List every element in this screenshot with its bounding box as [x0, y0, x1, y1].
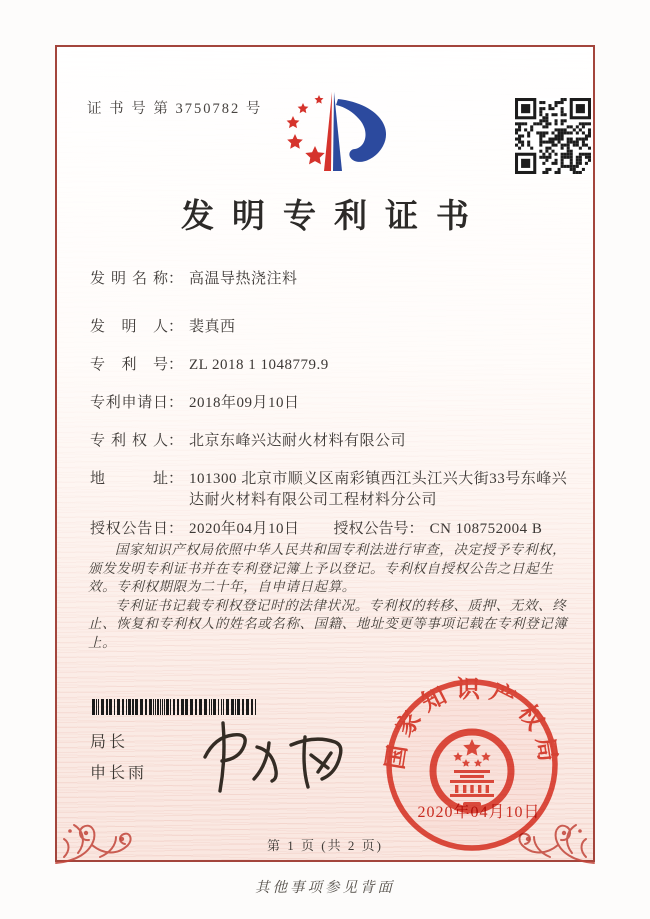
field-label: 授权公告日	[90, 521, 168, 537]
field-row-invention-name	[90, 269, 568, 290]
legal-paragraph: 专利证书记载专利权登记时的法律状况。专利权的转移、质押、无效、终止、恢复和专利权人的姓名或名称、国籍、地址变更等事项记载在专利登记簿上。	[88, 597, 568, 650]
field-value: 裴真西	[189, 319, 236, 335]
field-label: 专利号	[90, 357, 168, 373]
certificate-fields	[90, 269, 568, 557]
page-indicator: 第 1 页 (共 2 页)	[267, 838, 383, 853]
seal-date: 2020年04月10日	[417, 804, 541, 821]
official-seal	[382, 675, 562, 855]
certificate-number: 证 书 号 第 3750782 号	[87, 101, 263, 117]
field-colon: ：	[168, 319, 184, 335]
field-label: 授权公告号	[333, 521, 409, 537]
field-value: 2018年09月10日	[189, 395, 300, 411]
field-colon: ：	[168, 357, 184, 373]
field-value: ZL 2018 1 1048779.9	[189, 357, 329, 373]
field-value: 2020年04月10日	[189, 521, 300, 537]
field-row-inventor	[90, 317, 568, 338]
field-colon: ：	[168, 433, 184, 449]
field-row-address	[90, 469, 568, 511]
corner-flourish-icon	[52, 783, 136, 867]
barcode	[92, 699, 260, 715]
field-colon: ：	[168, 471, 184, 487]
back-note: 其他事项参见背面	[255, 880, 395, 896]
field-value: CN 108752004 B	[429, 521, 543, 537]
legal-text	[88, 541, 568, 652]
field-row-grant	[90, 519, 568, 540]
field-colon: ：	[168, 521, 184, 537]
certificate-frame	[55, 45, 595, 862]
officer-name: 申长雨	[90, 765, 148, 782]
field-colon: ：	[408, 521, 424, 537]
field-label: 专利申请日	[90, 395, 168, 411]
field-colon: ：	[168, 395, 184, 411]
field-value: 101300 北京市顺义区南彩镇西江头江兴大街33号东峰兴达耐火材料有限公司工程材料分公司	[189, 471, 568, 508]
officer-block	[90, 733, 147, 784]
field-label: 发明名称	[90, 271, 168, 287]
seal-text: 国家知识产权局	[382, 677, 562, 772]
field-label: 发明人	[90, 319, 168, 335]
field-colon: ：	[168, 271, 184, 287]
field-row-patentee	[90, 431, 568, 452]
qr-code	[515, 98, 591, 174]
field-value: 高温导热浇注料	[189, 271, 298, 287]
certificate-title: 发明专利证书	[181, 199, 487, 235]
legal-paragraph: 国家知识产权局依照中华人民共和国专利法进行审查，决定授予专利权，颁发发明专利证书并在专利登记簿上予以登记。专利权自授权公告之日起生效。专利权期限为二十年，自申请日起算。	[88, 542, 567, 594]
field-row-filing-date	[90, 393, 568, 414]
signature-handwriting-icon	[185, 715, 365, 807]
field-label: 专利权人	[90, 433, 168, 449]
officer-title: 局长	[90, 734, 129, 751]
cnipa-logo-icon	[257, 87, 407, 179]
field-value: 北京东峰兴达耐火材料有限公司	[189, 433, 407, 449]
field-label: 地址	[90, 471, 168, 487]
field-row-patent-number	[90, 355, 568, 376]
